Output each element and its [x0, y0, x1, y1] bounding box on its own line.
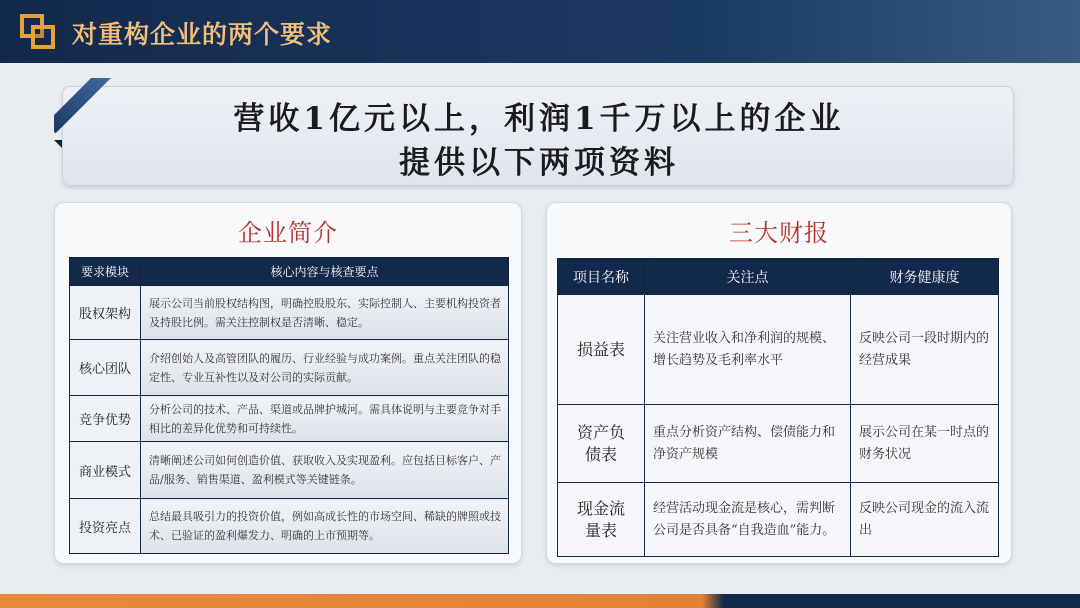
module-content: 清晰阐述公司如何创造价值、获取收入及实现盈利。应包括目标客户、产品/服务、销售渠道、盈利模式等关键链条。 — [141, 442, 509, 499]
table-row — [558, 295, 999, 405]
module-content: 介绍创始人及高管团队的履历、行业经验与成功案例。重点关注团队的稳定性、专业互补性以及对公司的实际贡献。 — [141, 340, 509, 396]
report-name: 损益表 — [558, 295, 645, 405]
headline-banner — [62, 86, 1014, 186]
corner-ribbon-icon — [54, 78, 122, 150]
column-header-health: 财务健康度 — [851, 259, 999, 295]
page-title: 对重构企业的两个要求 — [72, 20, 333, 49]
report-health: 反映公司现金的流入流出 — [851, 483, 999, 557]
table-row — [558, 483, 999, 557]
table-header-row — [70, 258, 509, 286]
table-row — [70, 340, 509, 396]
module-name: 商业模式 — [70, 442, 141, 499]
report-focus: 关注营业收入和净利润的规模、增长趋势及毛利率水平 — [645, 295, 851, 405]
table-row — [70, 396, 509, 442]
column-header-content: 核心内容与核查要点 — [141, 258, 509, 286]
company-profile-table — [69, 257, 509, 554]
headline-line-1: 营收1亿元以上，利润1千万以上的企业 — [233, 101, 845, 137]
table-row — [70, 499, 509, 554]
financial-reports-title: 三大财报 — [729, 219, 829, 247]
module-name: 竞争优势 — [70, 396, 141, 442]
column-header-module: 要求模块 — [70, 258, 141, 286]
column-header-focus: 关注点 — [645, 259, 851, 295]
headline-line-2: 提供以下两项资料 — [399, 145, 679, 181]
report-focus: 经营活动现金流是核心，需判断公司是否具备“自我造血”能力。 — [645, 483, 851, 557]
report-focus: 重点分析资产结构、偿债能力和净资产规模 — [645, 405, 851, 483]
report-name: 资产负债表 — [558, 405, 645, 483]
module-content: 总结最具吸引力的投资价值，例如高成长性的市场空间、稀缺的牌照或技术、已验证的盈利爆发力、明确的上市预期等。 — [141, 499, 509, 554]
financial-reports-card — [546, 202, 1012, 564]
logo-icon — [20, 14, 56, 50]
company-profile-title: 企业简介 — [238, 219, 338, 247]
report-health: 反映公司一段时期内的经营成果 — [851, 295, 999, 405]
table-header-row — [558, 259, 999, 295]
company-profile-card — [54, 202, 522, 564]
table-row — [70, 286, 509, 340]
column-header-name: 项目名称 — [558, 259, 645, 295]
header-bar — [0, 0, 1080, 63]
footer-bar — [0, 594, 1080, 608]
table-row — [558, 405, 999, 483]
module-content: 展示公司当前股权结构图，明确控股股东、实际控制人、主要机构投资者及持股比例。需关注控制权是否清晰、稳定。 — [141, 286, 509, 340]
report-health: 展示公司在某一时点的财务状况 — [851, 405, 999, 483]
module-name: 股权架构 — [70, 286, 141, 340]
table-row — [70, 442, 509, 499]
module-name: 核心团队 — [70, 340, 141, 396]
module-name: 投资亮点 — [70, 499, 141, 554]
module-content: 分析公司的技术、产品、渠道或品牌护城河。需具体说明与主要竞争对手相比的差异化优势和可持续性。 — [141, 396, 509, 442]
financial-reports-table — [557, 258, 999, 557]
report-name: 现金流量表 — [558, 483, 645, 557]
